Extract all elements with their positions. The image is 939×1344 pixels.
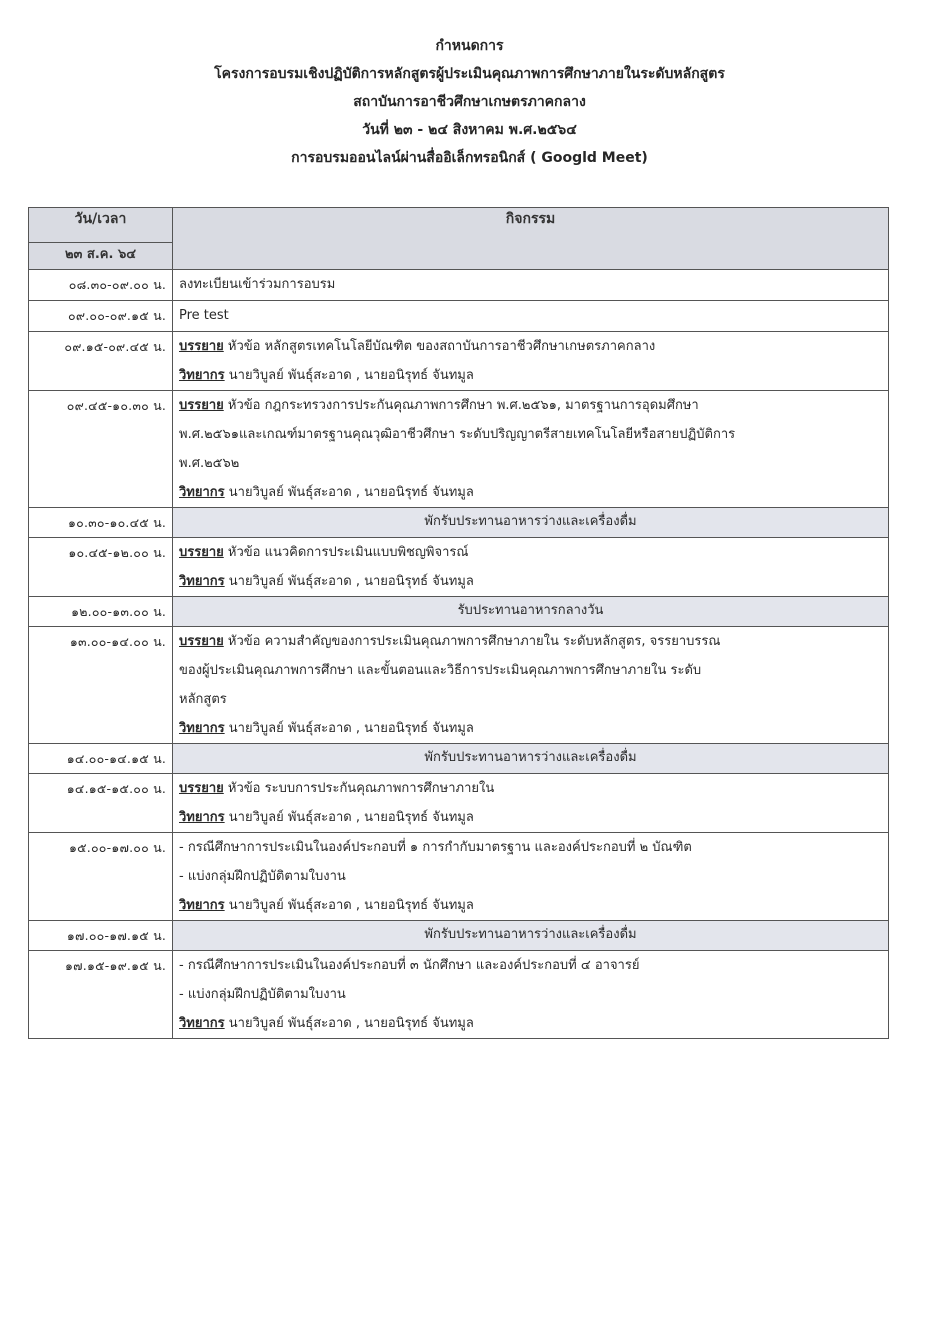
table-row: [29, 391, 889, 508]
row-time: ๑๐.๓๐-๑๐.๔๕ น.: [29, 508, 173, 538]
row-activity: [173, 774, 889, 833]
row-time: ๐๙.๑๕-๐๙.๔๕ น.: [29, 332, 173, 391]
workshop-item: - กรณีศึกษาการประเมินในองค์ประกอบที่ ๓ นักศึกษา และองค์ประกอบที่ ๔ อาจารย์: [179, 958, 640, 973]
row-activity: [173, 538, 889, 597]
break-row: รับประทานอาหารกลางวัน: [173, 597, 889, 627]
lecture-topic: หัวข้อ แนวคิดการประเมินแบบพิชญพิจารณ์: [227, 545, 469, 560]
row-time: ๑๒.๐๐-๑๓.๐๐ น.: [29, 597, 173, 627]
speaker-names: นายวิบูลย์ พันธุ์สะอาด , นายอนิรุทธ์ จันทมูล: [228, 810, 474, 825]
col-header-time: วัน/เวลา: [29, 208, 173, 243]
lecture-label: บรรยาย: [179, 339, 224, 354]
header-line-date: วันที่ ๒๓ - ๒๔ สิงหาคม พ.ศ.๒๕๖๔: [362, 122, 577, 138]
table-row: [29, 833, 889, 921]
lecture-label: บรรยาย: [179, 398, 224, 413]
speaker-label: วิทยากร: [179, 721, 225, 736]
lecture-topic: หัวข้อ ความสำคัญของการประเมินคุณภาพการศึกษาภายใน ระดับหลักสูตร, จรรยาบรรณ: [227, 634, 721, 649]
row-time: ๑๔.๐๐-๑๔.๑๕ น.: [29, 744, 173, 774]
row-activity: ลงทะเบียนเข้าร่วมการอบรม: [173, 270, 889, 301]
row-activity: [173, 627, 889, 744]
table-row: [29, 921, 889, 951]
lecture-label: บรรยาย: [179, 634, 224, 649]
header-line-project: โครงการอบรมเชิงปฏิบัติการหลักสูตรผู้ประเมินคุณภาพการศึกษาภายในระดับหลักสูตร: [214, 66, 725, 82]
header-line-institute: สถาบันการอาชีวศึกษาเกษตรภาคกลาง: [353, 94, 586, 110]
row-activity: [173, 391, 889, 508]
lecture-topic: หัวข้อ หลักสูตรเทคโนโลยีบัณฑิต ของสถาบันการอาชีวศึกษาเกษตรภาคกลาง: [227, 339, 656, 354]
lecture-topic-cont: หลักสูตร: [179, 692, 227, 707]
break-row: พักรับประทานอาหารว่างและเครื่องดื่ม: [173, 744, 889, 774]
lecture-label: บรรยาย: [179, 781, 224, 796]
table-row: [29, 301, 889, 332]
row-activity: Pre test: [173, 301, 889, 332]
table-row: [29, 270, 889, 301]
speaker-label: วิทยากร: [179, 898, 225, 913]
lecture-topic: หัวข้อ กฎกระทรวงการประกันคุณภาพการศึกษา พ.ศ.๒๕๖๑, มาตรฐานการอุดมศึกษา: [227, 398, 699, 413]
speaker-label: วิทยากร: [179, 485, 225, 500]
col-header-activity: กิจกรรม: [173, 208, 889, 270]
table-row: [29, 627, 889, 744]
speaker-names: นายวิบูลย์ พันธุ์สะอาด , นายอนิรุทธ์ จันทมูล: [228, 368, 474, 383]
table-row: [29, 332, 889, 391]
row-activity: [173, 332, 889, 391]
table-row: [29, 538, 889, 597]
document-header: [0, 32, 939, 172]
row-activity: [173, 833, 889, 921]
speaker-names: นายวิบูลย์ พันธุ์สะอาด , นายอนิรุทธ์ จันทมูล: [228, 721, 474, 736]
speaker-label: วิทยากร: [179, 810, 225, 825]
lecture-topic: หัวข้อ ระบบการประกันคุณภาพการศึกษาภายใน: [227, 781, 495, 796]
speaker-label: วิทยากร: [179, 368, 225, 383]
table-row: [29, 597, 889, 627]
speaker-label: วิทยากร: [179, 1016, 225, 1031]
row-time: ๐๙.๔๕-๑๐.๓๐ น.: [29, 391, 173, 508]
row-time: ๐๙.๐๐-๐๙.๑๕ น.: [29, 301, 173, 332]
speaker-label: วิทยากร: [179, 574, 225, 589]
table-row: [29, 774, 889, 833]
row-time: ๑๗.๐๐-๑๗.๑๕ น.: [29, 921, 173, 951]
lecture-topic-cont: พ.ศ.๒๕๖๒: [179, 456, 240, 471]
lecture-topic-cont: ของผู้ประเมินคุณภาพการศึกษา และขั้นตอนและวิธีการประเมินคุณภาพการศึกษาภายใน ระดับ: [179, 663, 702, 678]
speaker-names: นายวิบูลย์ พันธุ์สะอาด , นายอนิรุทธ์ จันทมูล: [228, 485, 474, 500]
row-time: ๐๘.๓๐-๐๙.๐๐ น.: [29, 270, 173, 301]
workshop-item: - แบ่งกลุ่มฝึกปฏิบัติตามใบงาน: [179, 987, 346, 1002]
row-time: ๑๔.๑๕-๑๕.๐๐ น.: [29, 774, 173, 833]
table-row: [29, 744, 889, 774]
speaker-names: นายวิบูลย์ พันธุ์สะอาด , นายอนิรุทธ์ จันทมูล: [228, 1016, 474, 1031]
speaker-names: นายวิบูลย์ พันธุ์สะอาด , นายอนิรุทธ์ จันทมูล: [228, 898, 474, 913]
workshop-item: - กรณีศึกษาการประเมินในองค์ประกอบที่ ๑ การกำกับมาตรฐาน และองค์ประกอบที่ ๒ บัณฑิต: [179, 840, 692, 855]
workshop-item: - แบ่งกลุ่มฝึกปฏิบัติตามใบงาน: [179, 869, 346, 884]
break-row: พักรับประทานอาหารว่างและเครื่องดื่ม: [173, 508, 889, 538]
row-time: ๑๐.๔๕-๑๒.๐๐ น.: [29, 538, 173, 597]
header-line-schedule: กำหนดการ: [435, 38, 504, 54]
break-row: พักรับประทานอาหารว่างและเครื่องดื่ม: [173, 921, 889, 951]
row-activity: [173, 951, 889, 1039]
row-time: ๑๕.๐๐-๑๗.๐๐ น.: [29, 833, 173, 921]
row-time: ๑๗.๑๕-๑๙.๑๕ น.: [29, 951, 173, 1039]
speaker-names: นายวิบูลย์ พันธุ์สะอาด , นายอนิรุทธ์ จันทมูล: [228, 574, 474, 589]
col-subheader-date: ๒๓ ส.ค. ๖๔: [29, 243, 173, 270]
table-row: [29, 951, 889, 1039]
header-line-mode: การอบรมออนไลน์ผ่านสื่ออิเล็กทรอนิกส์ ( Googld Meet): [291, 150, 648, 166]
schedule-table: [28, 207, 889, 1039]
lecture-topic-cont: พ.ศ.๒๕๖๑และเกณฑ์มาตรฐานคุณวุฒิอาชีวศึกษา ระดับปริญญาตรีสายเทคโนโลยีหรือสายปฏิบัติการ: [179, 427, 736, 442]
lecture-label: บรรยาย: [179, 545, 224, 560]
row-time: ๑๓.๐๐-๑๔.๐๐ น.: [29, 627, 173, 744]
table-row: [29, 508, 889, 538]
